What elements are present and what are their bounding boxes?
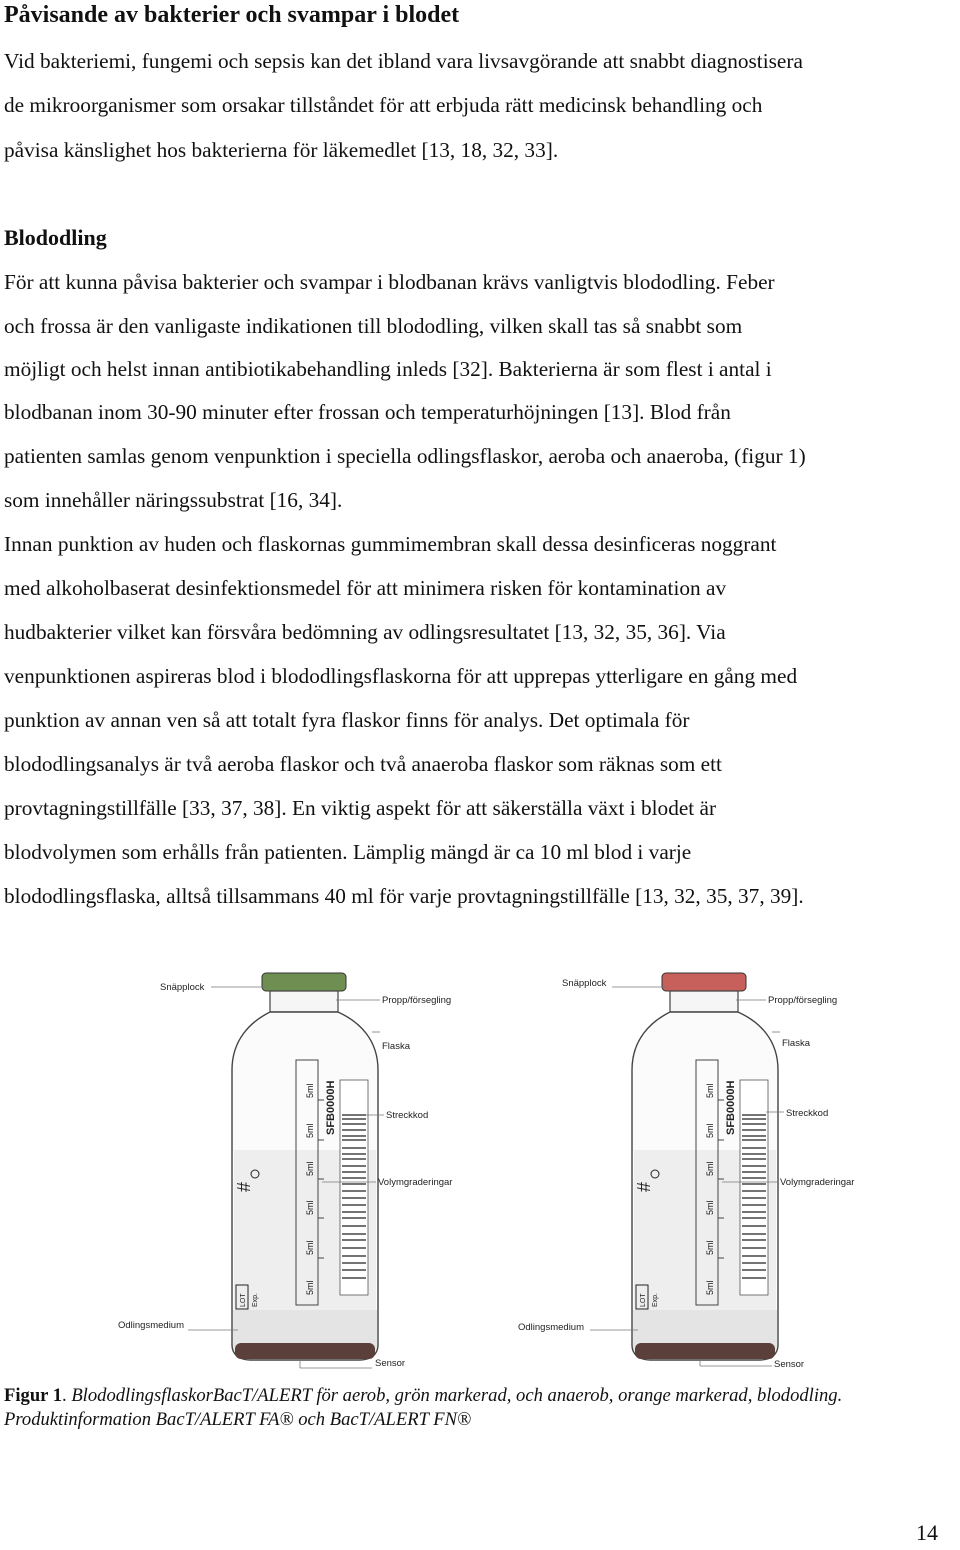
label-snapplock: Snäpplock <box>562 978 607 989</box>
body-line: med alkoholbaserat desinfektionsmedel för att minimera risken för kontamination av <box>4 576 727 600</box>
label-propp: Propp/försegling <box>382 995 452 1006</box>
section-heading: Blododling <box>4 225 107 250</box>
svg-text:5ml: 5ml <box>705 1200 715 1215</box>
page-number: 14 <box>916 1520 938 1545</box>
body-line: blodbanan inom 30-90 minuter efter frossan och temperaturhöjningen [13]. Blod från <box>4 400 731 424</box>
label-flaska: Flaska <box>782 1038 810 1049</box>
svg-text:#: # <box>234 1181 254 1192</box>
label-streckkod: Streckkod <box>786 1108 829 1119</box>
svg-text:5ml: 5ml <box>705 1240 715 1255</box>
bottle-anaerobic <box>518 973 854 1370</box>
intro-line: de mikroorganismer som orsakar tillståndet för att erbjuda rätt medicinsk behandling och <box>4 93 763 117</box>
svg-text:LOT: LOT <box>240 1293 247 1307</box>
bottle-cap <box>662 973 746 991</box>
body-line: blododlingsanalys är två aeroba flaskor och två anaeroba flaskor som räknas som ett <box>4 752 722 776</box>
svg-text:5ml: 5ml <box>705 1161 715 1176</box>
label-snapplock: Snäpplock <box>160 982 205 993</box>
svg-text:5ml: 5ml <box>705 1083 715 1098</box>
svg-text:5ml: 5ml <box>705 1123 715 1138</box>
intro-line: påvisa känslighet hos bakterierna för läkemedlet [13, 18, 32, 33]. <box>4 138 559 162</box>
svg-text:#: # <box>634 1181 654 1192</box>
caption-text-line2: Produktinformation BacT/ALERT FA® och BacT/ALERT FN® <box>4 1409 472 1430</box>
svg-text:Exp.: Exp. <box>252 1292 259 1307</box>
body-line: möjligt och helst innan antibiotikabehandling inleds [32]. Bakterierna är som flest i antal i <box>4 357 772 381</box>
bottle-aerobic <box>118 973 452 1369</box>
label-odlingsmedium: Odlingsmedium <box>518 1322 584 1333</box>
caption-label: Figur 1 <box>4 1385 63 1406</box>
label-propp: Propp/försegling <box>768 995 838 1006</box>
label-streckkod: Streckkod <box>386 1110 429 1121</box>
svg-text:5ml: 5ml <box>305 1240 315 1255</box>
page-title: Påvisande av bakterier och svampar i blodet <box>4 2 460 28</box>
label-volymgraderingar: Volymgraderingar <box>378 1177 453 1188</box>
figure-caption-line2 <box>4 1408 471 1432</box>
label-odlingsmedium: Odlingsmedium <box>118 1320 184 1331</box>
figure-caption: Figur 1. BlododlingsflaskorBacT/ALERT för aerob, grön markerad, och anaerob, orange markerad, blododling. <box>4 1385 843 1406</box>
body-line: och frossa är den vanligaste indikationen till blododling, vilken skall tas så snabbt som <box>4 314 743 338</box>
bottle-sensor <box>635 1343 775 1359</box>
svg-text:Exp.: Exp. <box>652 1292 659 1307</box>
svg-text:5ml: 5ml <box>705 1280 715 1295</box>
svg-text:5ml: 5ml <box>305 1280 315 1295</box>
body-line: som innehåller näringssubstrat [16, 34]. <box>4 488 343 512</box>
label-sensor: Sensor <box>375 1358 406 1369</box>
svg-text:LOT: LOT <box>640 1293 647 1307</box>
svg-text:SFB0000H: SFB0000H <box>725 1080 737 1135</box>
svg-text:5ml: 5ml <box>305 1200 315 1215</box>
body-line: blododlingsflaska, alltså tillsammans 40 ml för varje provtagningstillfälle [13, 32, 35, 37, 39]. <box>4 884 804 908</box>
body-line: patienten samlas genom venpunktion i speciella odlingsflaskor, aeroba och anaeroba, (figur 1) <box>4 444 806 468</box>
bottle-cap <box>262 973 346 991</box>
body-line: För att kunna påvisa bakterier och svampar i blodbanan krävs vanligtvis blododling. Feber <box>4 270 775 294</box>
body-line: punktion av annan ven så att totalt fyra flaskor finns för analys. Det optimala för <box>4 708 690 732</box>
body-line: provtagningstillfälle [33, 37, 38]. En viktig aspekt för att säkerställa växt i blodet är <box>4 796 717 820</box>
svg-text:SFB0000H: SFB0000H <box>325 1080 337 1135</box>
label-flaska: Flaska <box>382 1041 410 1052</box>
body-line: Innan punktion av huden och flaskornas gummimembran skall dessa desinficeras noggrant <box>4 532 777 556</box>
body-line: hudbakterier vilket kan försvåra bedömning av odlingsresultatet [13, 32, 35, 36]. Via <box>4 620 726 644</box>
intro-line: Vid bakteriemi, fungemi och sepsis kan det ibland vara livsavgörande att snabbt diagnostisera <box>4 49 803 73</box>
body-line: blodvolymen som erhålls från patienten. Lämplig mängd är ca 10 ml blod i varje <box>4 840 692 864</box>
bottle-sensor <box>235 1343 375 1359</box>
svg-text:5ml: 5ml <box>305 1161 315 1176</box>
svg-text:5ml: 5ml <box>305 1083 315 1098</box>
body-line: venpunktionen aspireras blod i blododlingsflaskorna för att upprepas ytterligare en gång med <box>4 664 798 688</box>
figure-blood-culture-bottles <box>0 960 960 1380</box>
label-volymgraderingar: Volymgraderingar <box>780 1177 855 1188</box>
label-sensor: Sensor <box>774 1359 805 1370</box>
svg-text:5ml: 5ml <box>305 1123 315 1138</box>
caption-text-line1: BlododlingsflaskorBacT/ALERT för aerob, grön markerad, och anaerob, orange markerad, blododling. <box>71 1385 843 1406</box>
